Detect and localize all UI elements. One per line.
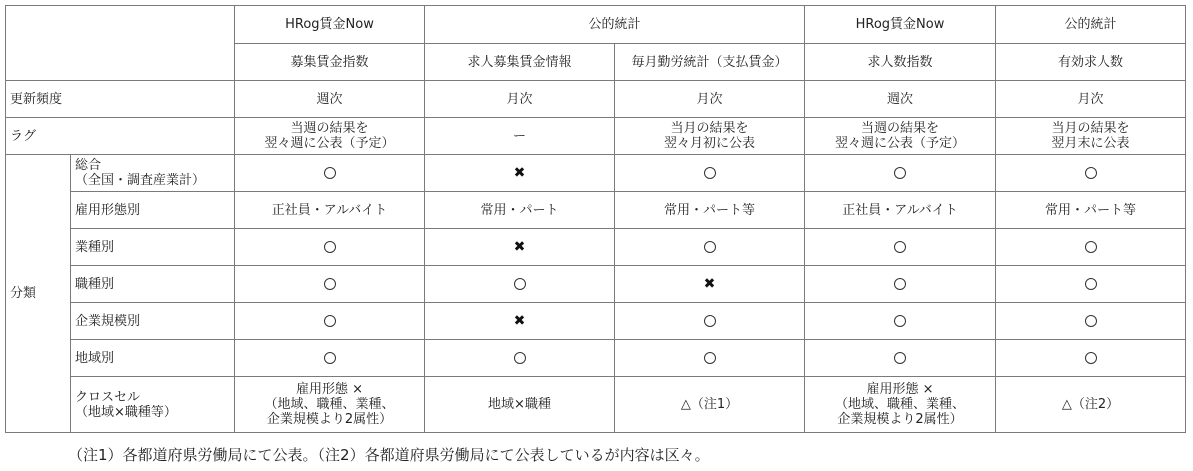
cell: 週次 bbox=[805, 81, 996, 118]
row-label: 総合 （全国・調査産業計） bbox=[71, 155, 235, 192]
comparison-table bbox=[5, 5, 1186, 433]
circle-icon bbox=[1085, 315, 1097, 327]
row-label: ラグ bbox=[6, 118, 235, 155]
header-col-3: 毎月勤労統計（支払賃金） bbox=[615, 44, 805, 81]
mark-cell bbox=[425, 266, 615, 303]
row-label: 職種別 bbox=[71, 266, 235, 303]
header-col-1: 募集賃金指数 bbox=[235, 44, 425, 81]
row-region bbox=[6, 340, 1186, 377]
cell: 常用・パート等 bbox=[615, 192, 805, 229]
mark-cell bbox=[615, 266, 805, 303]
cell: △（注1） bbox=[615, 377, 805, 433]
mark-cell bbox=[996, 229, 1186, 266]
cross-icon: ✖ bbox=[703, 275, 716, 292]
cell: 雇用形態 × （地域、職種、業種、 企業規模より2属性） bbox=[805, 377, 996, 433]
mark-cell bbox=[235, 229, 425, 266]
cross-icon: ✖ bbox=[513, 164, 526, 181]
row-label: 更新頻度 bbox=[6, 81, 235, 118]
cell: 月次 bbox=[996, 81, 1186, 118]
cell: 常用・パート bbox=[425, 192, 615, 229]
header-group-public-2: 公的統計 bbox=[996, 6, 1186, 44]
header-group-public-1: 公的統計 bbox=[425, 6, 805, 44]
circle-icon bbox=[894, 278, 906, 290]
mark-cell bbox=[996, 155, 1186, 192]
row-label: 雇用形態別 bbox=[71, 192, 235, 229]
cross-icon: ✖ bbox=[513, 238, 526, 255]
mark-cell bbox=[615, 155, 805, 192]
cell: ー bbox=[425, 118, 615, 155]
header-group-hrog-2: HRog賃金Now bbox=[805, 6, 996, 44]
cell: 雇用形態 × （地域、職種、業種、 企業規模より2属性） bbox=[235, 377, 425, 433]
mark-cell bbox=[615, 229, 805, 266]
footnote: （注1）各都道府県労働局にて公表。（注2）各都道府県労働局にて公表しているが内容は区々。 bbox=[68, 446, 710, 464]
circle-icon bbox=[894, 241, 906, 253]
row-company-size bbox=[6, 303, 1186, 340]
header-col-4: 求人数指数 bbox=[805, 44, 996, 81]
mark-cell bbox=[235, 155, 425, 192]
mark-cell bbox=[235, 340, 425, 377]
circle-icon bbox=[1085, 278, 1097, 290]
row-total bbox=[6, 155, 1186, 192]
mark-cell bbox=[425, 229, 615, 266]
cell: 月次 bbox=[615, 81, 805, 118]
circle-icon bbox=[1085, 167, 1097, 179]
mark-cell bbox=[805, 155, 996, 192]
circle-icon bbox=[704, 315, 716, 327]
mark-cell bbox=[805, 229, 996, 266]
row-update-frequency bbox=[6, 81, 1186, 118]
cell: 週次 bbox=[235, 81, 425, 118]
row-cross-cell bbox=[6, 377, 1186, 433]
mark-cell bbox=[235, 266, 425, 303]
row-label: 業種別 bbox=[71, 229, 235, 266]
header-corner-cell bbox=[6, 6, 235, 81]
cell: 地域×職種 bbox=[425, 377, 615, 433]
circle-icon bbox=[894, 352, 906, 364]
circle-icon bbox=[324, 315, 336, 327]
circle-icon bbox=[324, 167, 336, 179]
cell: 正社員・アルバイト bbox=[805, 192, 996, 229]
circle-icon bbox=[324, 241, 336, 253]
circle-icon bbox=[1085, 352, 1097, 364]
cell: △（注2） bbox=[996, 377, 1186, 433]
circle-icon bbox=[704, 241, 716, 253]
mark-cell bbox=[805, 303, 996, 340]
mark-cell bbox=[425, 303, 615, 340]
mark-cell bbox=[996, 266, 1186, 303]
circle-icon bbox=[514, 278, 526, 290]
row-industry bbox=[6, 229, 1186, 266]
header-group-hrog-1: HRog賃金Now bbox=[235, 6, 425, 44]
circle-icon bbox=[514, 352, 526, 364]
mark-cell bbox=[805, 340, 996, 377]
cross-icon: ✖ bbox=[513, 312, 526, 329]
circle-icon bbox=[324, 278, 336, 290]
cell: 当月の結果を 翌月末に公表 bbox=[996, 118, 1186, 155]
mark-cell bbox=[996, 303, 1186, 340]
circle-icon bbox=[1085, 241, 1097, 253]
row-label: クロスセル （地域×職種等） bbox=[71, 377, 235, 433]
cell: 正社員・アルバイト bbox=[235, 192, 425, 229]
mark-cell bbox=[425, 340, 615, 377]
row-label: 地域別 bbox=[71, 340, 235, 377]
mark-cell bbox=[425, 155, 615, 192]
row-occupation bbox=[6, 266, 1186, 303]
mark-cell bbox=[805, 266, 996, 303]
cell: 当週の結果を 翌々週に公表（予定） bbox=[805, 118, 996, 155]
circle-icon bbox=[704, 352, 716, 364]
header-col-5: 有効求人数 bbox=[996, 44, 1186, 81]
mark-cell bbox=[615, 340, 805, 377]
mark-cell bbox=[996, 340, 1186, 377]
category-label: 分類 bbox=[6, 155, 71, 433]
circle-icon bbox=[894, 315, 906, 327]
cell: 常用・パート等 bbox=[996, 192, 1186, 229]
cell: 当週の結果を 翌々週に公表（予定） bbox=[235, 118, 425, 155]
circle-icon bbox=[704, 167, 716, 179]
circle-icon bbox=[324, 352, 336, 364]
header-row-source bbox=[6, 6, 1186, 44]
mark-cell bbox=[615, 303, 805, 340]
row-employment-type bbox=[6, 192, 1186, 229]
row-lag bbox=[6, 118, 1186, 155]
mark-cell bbox=[235, 303, 425, 340]
cell: 当月の結果を 翌々月初に公表 bbox=[615, 118, 805, 155]
cell: 月次 bbox=[425, 81, 615, 118]
header-col-2: 求人募集賃金情報 bbox=[425, 44, 615, 81]
row-label: 企業規模別 bbox=[71, 303, 235, 340]
circle-icon bbox=[894, 167, 906, 179]
